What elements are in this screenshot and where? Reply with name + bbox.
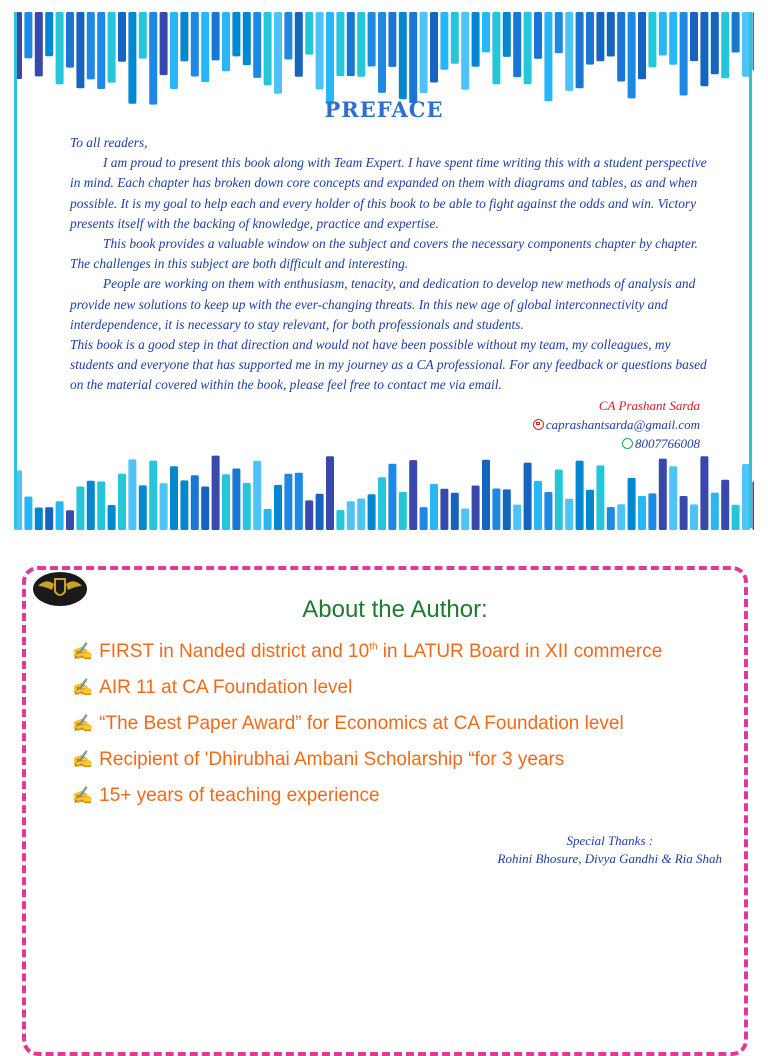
equalizer-bar [243,483,251,530]
preface-title: PREFACE [324,97,444,122]
equalizer-bar [191,475,199,530]
equalizer-bar [295,473,303,530]
thanks-label: Special Thanks : [566,833,654,848]
equalizer-bar [284,12,292,60]
equalizer-bar [378,477,386,530]
equalizer-bar [461,12,469,90]
equalizer-bar [232,469,240,531]
equalizer-bar [305,500,313,530]
equalizer-bar [472,486,480,531]
equalizer-bar [24,497,32,531]
equalizer-bar [170,466,178,530]
list-item [72,781,662,817]
equalizer-bar [742,12,750,77]
equalizer-bar [316,12,324,90]
equalizer-bar [87,481,95,530]
equalizer-bar [139,485,147,530]
equalizer-bar [180,12,188,61]
equalizer-bar [149,461,157,530]
equalizer-bar [669,12,677,65]
item-text: in LATUR Board in XII commerce [377,641,663,662]
equalizer-bar [648,12,656,67]
equalizer-bar [399,492,407,530]
email-text: caprashantsarda@gmail.com [545,417,700,432]
equalizer-bar [295,12,303,77]
equalizer-bar [648,493,656,530]
equalizer-bar [461,509,469,531]
equalizer-bar [232,12,240,56]
equalizer-bar [451,493,459,530]
equalizer-bar [680,496,688,530]
item-text: 15+ years of teaching experience [99,785,380,806]
equalizer-bar [440,489,448,530]
equalizer-bar [139,12,147,59]
equalizer-bar [628,12,636,98]
equalizer-bar [118,12,126,62]
paragraph: People are working on them with enthusiasm, tenacity, and dedication to develop new methods of analysis and provide new solutions to keep up with the ever-changing threats. In this new age of global interconnectivity and interdependence, it is necessary to stay relevant, for both professionals and students. [70,276,696,332]
phone-text: 8007766008 [635,436,700,451]
salutation: To all readers, [70,135,148,150]
equalizer-bar [711,493,719,530]
equalizer-bar [253,12,261,78]
equalizer-bar [524,463,532,530]
equalizer-bar [274,12,282,94]
equalizer-bar [368,494,376,530]
equalizer-bar [586,12,594,65]
equalizer-bar [752,481,754,530]
equalizer-bar [732,12,740,53]
paragraph: I am proud to present this book along with Team Expert. I have spent time writing this with a student perspective in mind. Each chapter has broken down core concepts and expanded on them with diagrams and tables, as and when possible. It is my goal to help each and every holder of this book to be able to fight against the odds and win. Victory presents itself with the backing of knowledge, practice and expertise. [70,155,707,231]
equalizer-bar [721,480,729,530]
equalizer-bar [97,12,105,89]
equalizer-bar [420,507,428,530]
equalizer-bar [482,460,490,530]
paragraph: This book provides a valuable window on the subject and covers the necessary components chapter by chapter. The challenges in this subject are both difficult and interesting. [70,236,698,272]
equalizer-bar [409,12,417,103]
equalizer-bar [76,487,84,531]
equalizer-bar [253,461,261,530]
equalizer-bar [544,492,552,530]
equalizer-bar [180,480,188,530]
equalizer-bar [357,12,365,77]
equalizer-bar [170,12,178,89]
equalizer-bar [503,489,511,530]
equalizer-bar [108,12,116,83]
equalizer-bar [503,12,511,57]
item-text: AIR 11 at CA Foundation level [99,677,353,698]
author-name: CA Prashant Sarda [598,398,700,413]
equalizer-bar [700,12,708,86]
equalizer-bar [347,12,355,76]
equalizer-bar [711,12,719,74]
equalizer-bar [274,485,282,530]
equalizer-bar [492,12,500,84]
equalizer-bar [128,12,136,104]
equalizer-bar [191,12,199,77]
about-title: About the Author: [302,596,488,623]
equalizer-bar [700,456,708,530]
equalizer-bar [160,12,168,75]
equalizer-bar [56,12,64,84]
equalizer-bar [336,12,344,76]
equalizer-bar [638,12,646,79]
list-item [72,673,662,709]
equalizer-bar [555,470,563,531]
equalizer-bar [243,12,251,65]
equalizer-bar [45,507,53,530]
equalizer-bar [201,487,209,531]
equalizer-bar [66,12,74,68]
equalizer-bar [430,12,438,83]
equalizer-bar [440,12,448,70]
list-item [72,637,662,673]
equalizer-bar [617,504,625,530]
closing-paragraph: This book is a good step in that direction and would not have been possible without my team, my colleagues, my students and everyone that has supported me in my journey as a CA professional. For any feedback or questions based on the material covered within the book, please feel free to contact me via email. [70,337,707,393]
pen-icon: ✍ [72,714,94,733]
equalizer-bar [56,501,64,530]
equalizer-bar [544,12,552,101]
equalizer-bar [565,12,573,91]
equalizer-bar [35,12,43,76]
equalizer-bar [378,12,386,93]
equalizer-bar [76,12,84,88]
equalizer-bar [357,499,365,531]
equalizer-bar [212,12,220,60]
equalizer-bar [35,508,43,531]
equalizer-bar [399,12,407,99]
equalizer-bar [284,474,292,530]
equalizer-bar [14,470,22,530]
equalizer-bar [638,496,646,530]
equalizer-bar [305,12,313,55]
equalizer-bar [565,499,573,530]
equalizer-bar [596,12,604,61]
list-item [72,709,662,745]
signature-block [533,396,700,453]
equalizer-bar [690,504,698,530]
equalizer-bar [264,12,272,85]
equalizer-bar [534,12,542,59]
equalizer-bar [472,12,480,67]
phone-line [533,434,700,453]
equalizer-bar [316,494,324,530]
equalizer-bar [690,12,698,61]
equalizer-bar [617,12,625,82]
whatsapp-icon [622,438,633,449]
equalizer-bar [222,474,230,530]
mail-icon [533,419,544,430]
equalizer-bar [524,12,532,84]
equalizer-bar [607,12,615,57]
equalizer-bar [24,12,32,58]
equalizer-bar [409,460,417,530]
equalizer-bar [513,505,521,530]
equalizer-bar [586,490,594,530]
equalizer-bar [201,12,209,82]
equalizer-bar [118,474,126,530]
equalizer-bar [482,12,490,52]
thanks-names: Rohini Bhosure, Divya Gandhi & Ria Shah [497,851,722,866]
equalizer-bar [576,12,584,88]
equalizer-bar [607,507,615,530]
equalizer-bar [576,461,584,530]
equalizer-bar [513,12,521,77]
pen-icon: ✍ [72,786,94,805]
equalizer-bar [451,12,459,64]
equalizer-bar [420,12,428,93]
equalizer-bar [347,501,355,530]
item-text: “The Best Paper Award” for Economics at CA Foundation level [99,713,624,734]
equalizer-bar [108,505,116,530]
equalizer-bar [752,12,754,71]
equalizer-bar [680,12,688,96]
equalizer-bar [659,459,667,530]
equalizer-bar [97,481,105,530]
equalizer-bar [66,510,74,530]
pen-icon: ✍ [72,750,94,769]
equalizer-bar [368,12,376,67]
equalizer-bar [430,484,438,530]
achievements-list [72,637,662,817]
equalizer-bar [659,12,667,56]
pen-icon: ✍ [72,642,94,661]
equalizer-bar [212,456,220,530]
equalizer-bar [721,12,729,78]
equalizer-bar [264,509,272,530]
item-text: FIRST in Nanded district and 10 [99,641,370,662]
equalizer-bar [222,12,230,71]
equalizer-bar [732,505,740,530]
equalizer-bar [87,12,95,79]
preface-body [70,133,710,396]
equalizer-bar [388,464,396,530]
equalizer-bar [326,12,334,105]
equalizer-bar [555,12,563,53]
equalizer-bar [336,510,344,530]
equalizer-bar [628,478,636,530]
equalizer-bar [326,456,334,530]
equalizer-bar [492,489,500,531]
special-thanks [498,832,722,868]
bottom-equalizer-decoration [14,452,754,530]
equalizer-bar [388,12,396,67]
equalizer-bar [149,12,157,105]
equalizer-bar [45,12,53,56]
equalizer-bar [160,483,168,530]
email-line [533,415,700,434]
list-item [72,745,662,781]
superscript: th [369,641,378,653]
item-text: Recipient of 'Dhirubhai Ambani Scholarship “for 3 years [99,749,565,770]
equalizer-bar [669,466,677,530]
equalizer-bar [128,459,136,530]
equalizer-bar [14,12,22,79]
equalizer-bar [742,464,750,530]
pen-icon: ✍ [72,678,94,697]
equalizer-bar [596,465,604,530]
equalizer-bar [534,481,542,530]
